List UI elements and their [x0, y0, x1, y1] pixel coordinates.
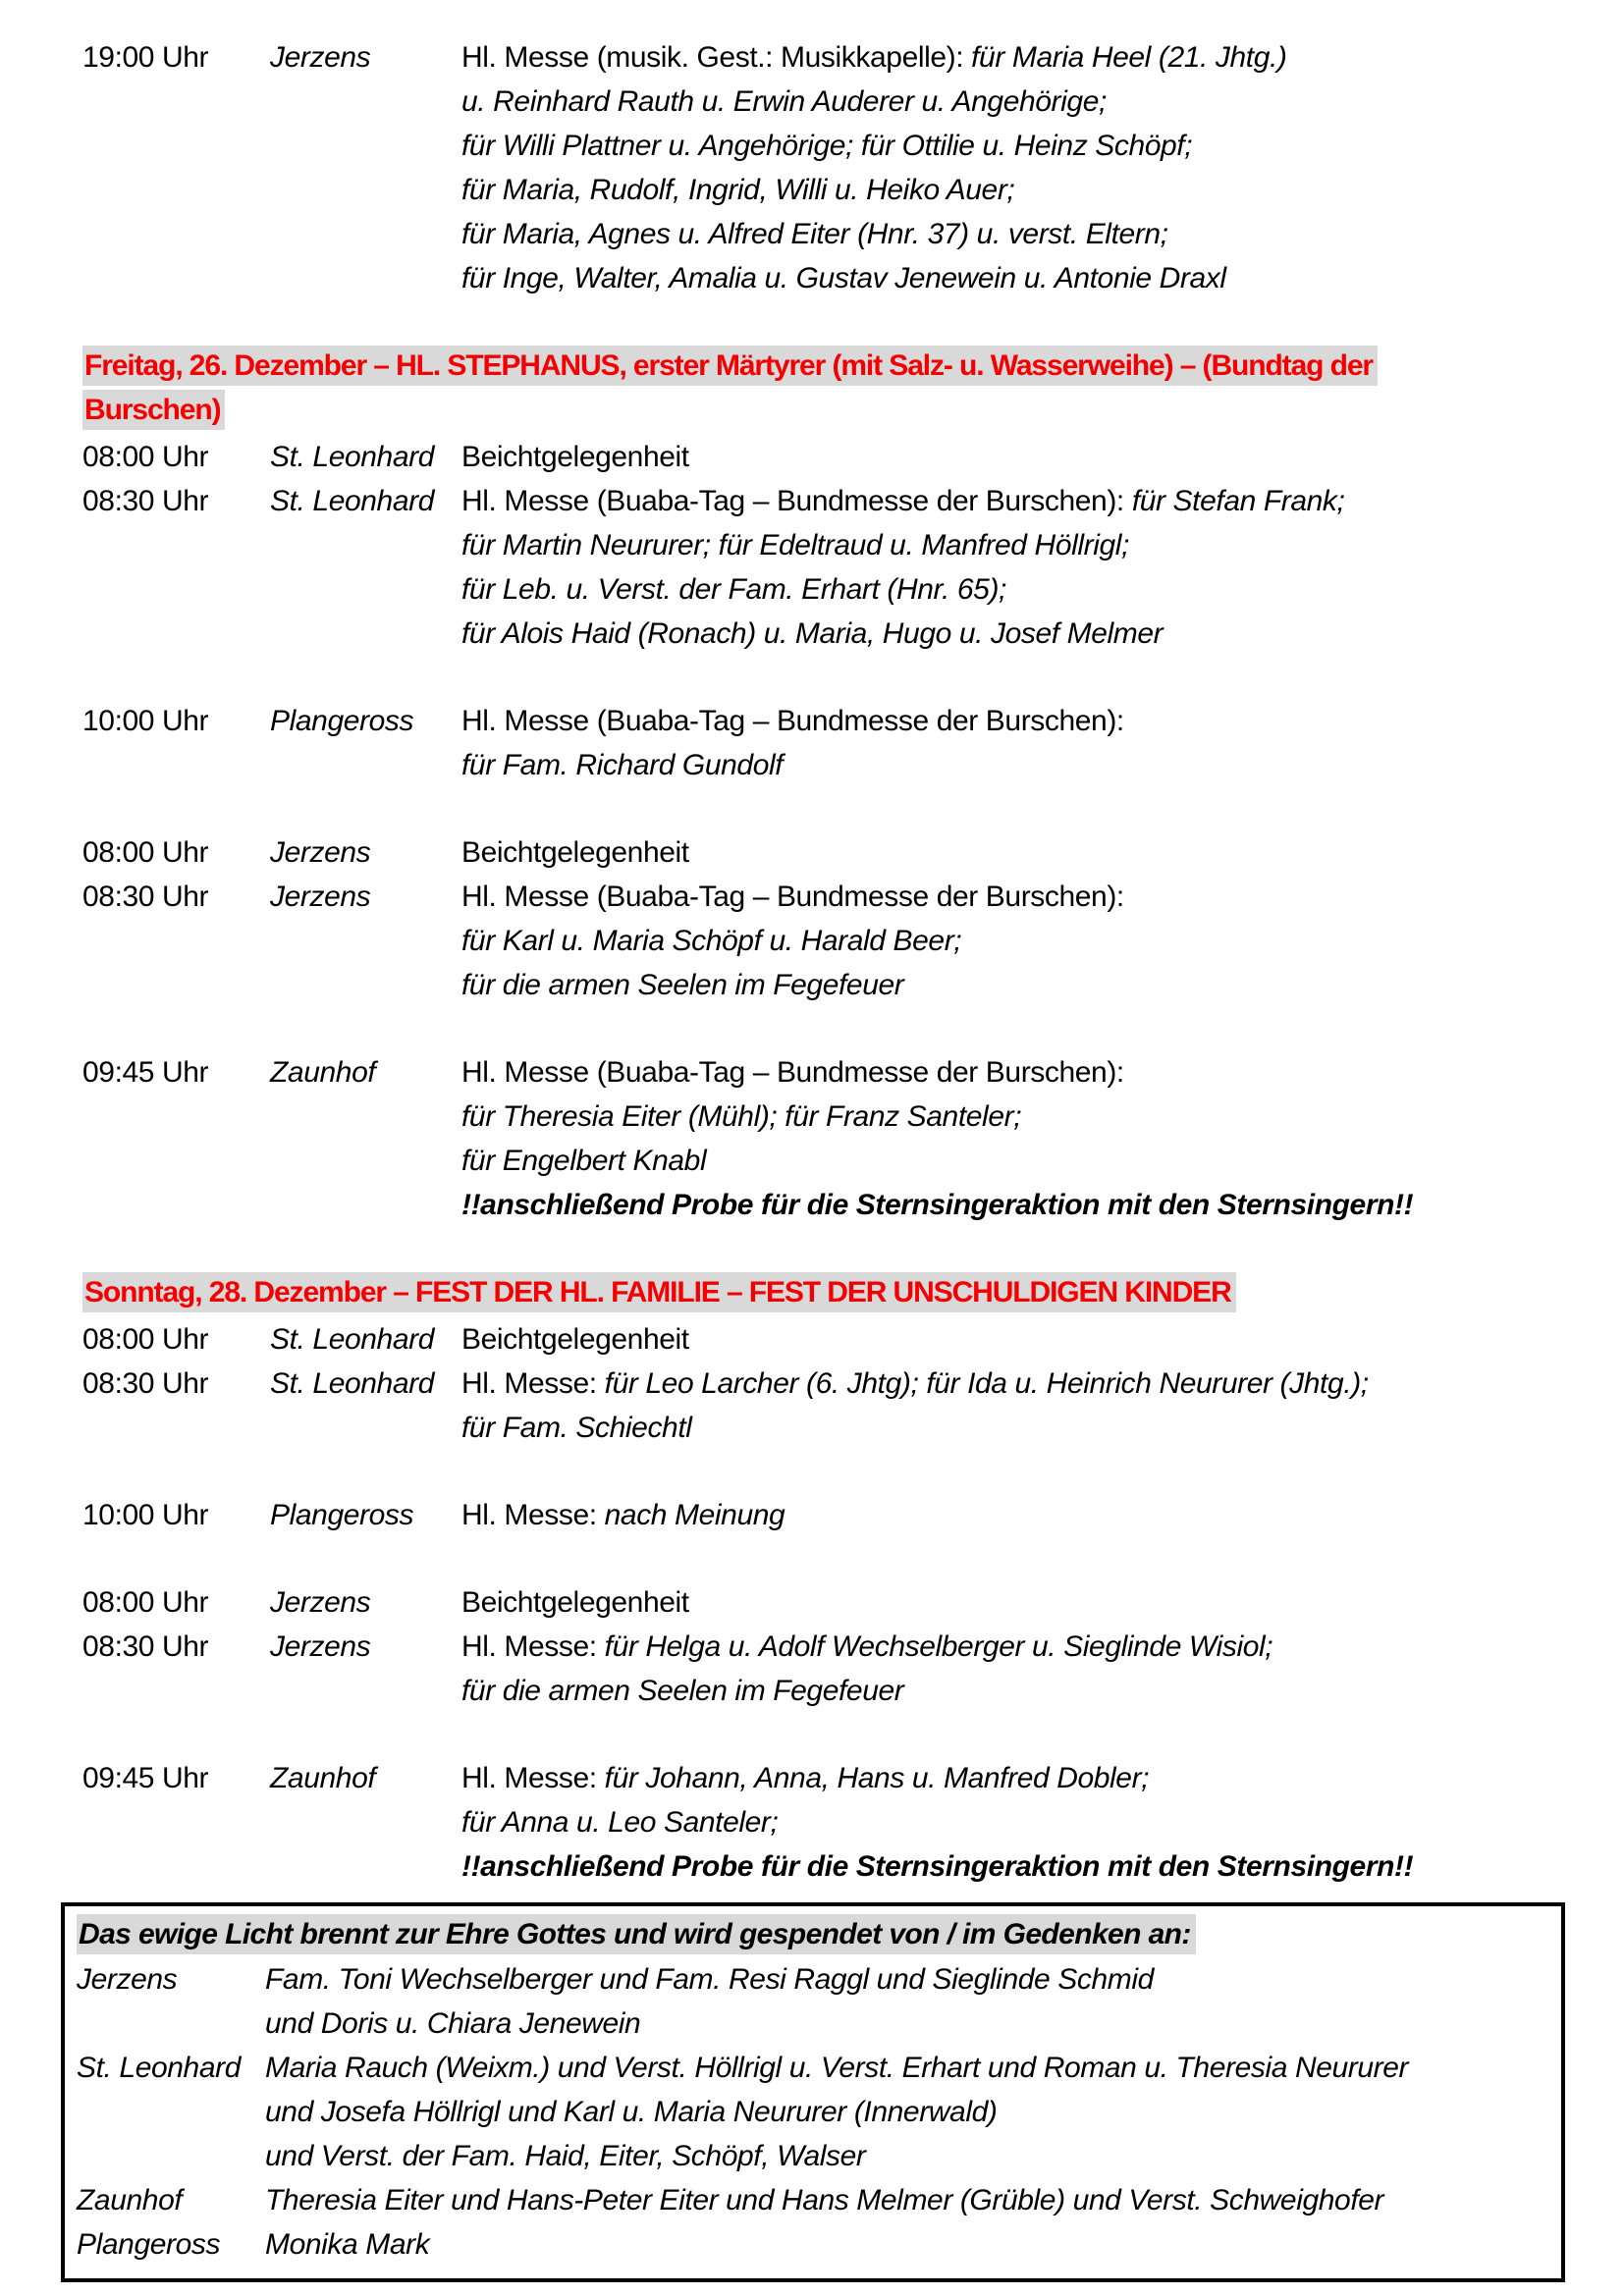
description-line — [461, 1095, 1555, 1139]
schedule-entry — [82, 1362, 1555, 1450]
entry-description — [461, 875, 1555, 1007]
schedule-entry — [82, 479, 1555, 656]
entry-time: 08:30 Uhr — [82, 1367, 209, 1400]
entry-location: St. Leonhard — [270, 441, 434, 473]
entry-location: Plangeross — [270, 1499, 414, 1531]
eternal-light-row — [77, 1957, 1547, 2046]
light-location: Plangeross — [77, 2228, 221, 2261]
text-segment: für Leb. u. Verst. der Fam. Erhart (Hnr. 65); — [461, 573, 1006, 606]
text-segment: für Karl u. Maria Schöpf u. Harald Beer; — [461, 925, 962, 957]
description-line — [461, 919, 1555, 963]
entry-group — [82, 1580, 1555, 1713]
text-segment: Hl. Messe: — [461, 1499, 605, 1531]
text-segment: für Johann, Anna, Hans u. Manfred Dobler; — [604, 1762, 1150, 1794]
day-heading — [82, 1270, 1555, 1314]
day-heading — [82, 344, 1555, 432]
entry-location: Zaunhof — [270, 1762, 376, 1794]
text-segment: Hl. Messe (Buaba-Tag – Bundmesse der Burschen): — [461, 705, 1124, 737]
description-line — [461, 1493, 1555, 1537]
entry-time: 09:45 Uhr — [82, 1056, 209, 1089]
entry-location: Jerzens — [270, 881, 371, 913]
text-segment: für Willi Plattner u. Angehörige; für Ottilie u. Heinz Schöpf; — [461, 130, 1193, 162]
entry-group — [82, 435, 1555, 656]
schedule-entry — [82, 830, 1555, 875]
text-segment: Hl. Messe (Buaba-Tag – Bundmesse der Burschen): — [461, 485, 1132, 517]
light-line: und Doris u. Chiara Jenewein — [265, 2007, 641, 2040]
heading-text: Freitag, 26. Dezember – HL. STEPHANUS, erster Märtyrer (mit Salz- u. Wasserweihe) – (Bundtag der — [82, 346, 1378, 386]
entry-group — [82, 1756, 1555, 1889]
eternal-light-title-text: Das ewige Licht brennt zur Ehre Gottes und wird gespendet von / im Gedenken an: — [77, 1914, 1196, 1954]
entry-time: 10:00 Uhr — [82, 705, 209, 737]
schedule-entry — [82, 1756, 1555, 1889]
light-description — [265, 2178, 1547, 2222]
text-segment: für Fam. Richard Gundolf — [461, 749, 784, 781]
description-line — [461, 875, 1555, 919]
description-line — [461, 1844, 1555, 1889]
light-description — [265, 2222, 1547, 2267]
description-line — [461, 256, 1555, 300]
entry-description — [461, 830, 1555, 875]
entry-group — [82, 1050, 1555, 1227]
entry-description — [461, 1362, 1555, 1450]
entry-location: St. Leonhard — [270, 1323, 434, 1356]
schedule-entry — [82, 1580, 1555, 1625]
entry-time: 19:00 Uhr — [82, 41, 209, 74]
entry-group — [82, 1317, 1555, 1450]
text-segment: !!anschließend Probe für die Sternsingeraktion mit den Sternsingern!! — [461, 1850, 1414, 1883]
light-line: Monika Mark — [265, 2228, 430, 2261]
entry-description — [461, 435, 1555, 479]
text-segment: Hl. Messe: — [461, 1630, 605, 1663]
text-segment: Beichtgelegenheit — [461, 441, 689, 473]
entry-location: St. Leonhard — [270, 1367, 434, 1400]
eternal-light-rows — [77, 1957, 1547, 2267]
text-segment: für Helga u. Adolf Wechselberger u. Sieglinde Wisiol; — [604, 1630, 1273, 1663]
description-line — [461, 124, 1555, 168]
light-description — [265, 2046, 1547, 2178]
schedule-entry — [82, 35, 1555, 300]
description-line — [461, 1362, 1555, 1406]
entry-time: 09:45 Uhr — [82, 1762, 209, 1794]
text-segment: für Leo Larcher (6. Jhtg); für Ida u. Heinrich Neururer (Jhtg.); — [604, 1367, 1369, 1400]
eternal-light-box — [61, 1902, 1565, 2282]
text-segment: für Maria, Agnes u. Alfred Eiter (Hnr. 37) u. verst. Eltern; — [461, 218, 1168, 250]
entry-description — [461, 35, 1555, 300]
entry-location: Jerzens — [270, 836, 371, 869]
description-line — [461, 435, 1555, 479]
schedule-entry — [82, 1050, 1555, 1227]
heading-text: Sonntag, 28. Dezember – FEST DER HL. FAMILIE – FEST DER UNSCHULDIGEN KINDER — [82, 1272, 1236, 1312]
entry-time: 08:00 Uhr — [82, 441, 209, 473]
description-line — [461, 1139, 1555, 1183]
schedule-entry — [82, 875, 1555, 1007]
text-segment: für Engelbert Knabl — [461, 1145, 707, 1177]
text-segment: Hl. Messe: — [461, 1762, 605, 1794]
text-segment: !!anschließend Probe für die Sternsingeraktion mit den Sternsingern!! — [461, 1189, 1414, 1221]
light-description — [265, 1957, 1547, 2046]
schedule-entry — [82, 1493, 1555, 1537]
description-line — [461, 35, 1555, 80]
description-line — [461, 612, 1555, 656]
entry-description — [461, 1317, 1555, 1362]
text-segment: für die armen Seelen im Fegefeuer — [461, 969, 904, 1001]
entry-location: St. Leonhard — [270, 485, 434, 517]
entry-time: 08:30 Uhr — [82, 1630, 209, 1663]
text-segment: Beichtgelegenheit — [461, 1586, 689, 1619]
text-segment: für Anna u. Leo Santeler; — [461, 1806, 779, 1839]
description-line — [461, 830, 1555, 875]
entry-location: Zaunhof — [270, 1056, 376, 1089]
entry-location: Plangeross — [270, 705, 414, 737]
entry-description — [461, 1625, 1555, 1713]
text-segment: Hl. Messe (musik. Gest.: Musikkapelle): — [461, 41, 972, 74]
entry-description — [461, 1050, 1555, 1227]
text-segment: für Alois Haid (Ronach) u. Maria, Hugo u. Josef Melmer — [461, 617, 1164, 650]
mass-schedule — [82, 35, 1555, 1889]
text-segment: Beichtgelegenheit — [461, 836, 689, 869]
text-segment: Hl. Messe (Buaba-Tag – Bundmesse der Burschen): — [461, 1056, 1124, 1089]
heading-line — [82, 388, 1555, 432]
text-segment: Hl. Messe (Buaba-Tag – Bundmesse der Burschen): — [461, 881, 1124, 913]
entry-time: 08:30 Uhr — [82, 485, 209, 517]
description-line — [461, 1406, 1555, 1450]
description-line — [461, 1669, 1555, 1713]
entry-time: 08:00 Uhr — [82, 1323, 209, 1356]
entry-description — [461, 1756, 1555, 1889]
light-line: Maria Rauch (Weixm.) und Verst. Höllrigl u. Verst. Erhart und Roman u. Theresia Neururer — [265, 2052, 1409, 2084]
description-line — [461, 523, 1555, 567]
entry-location: Jerzens — [270, 41, 371, 74]
description-line — [461, 168, 1555, 212]
entry-group — [82, 35, 1555, 300]
description-line — [461, 80, 1555, 124]
schedule-entry — [82, 699, 1555, 787]
light-line: und Josefa Höllrigl und Karl u. Maria Neururer (Innerwald) — [265, 2096, 998, 2128]
schedule-entry — [82, 435, 1555, 479]
description-line — [461, 567, 1555, 612]
light-line: Theresia Eiter und Hans-Peter Eiter und Hans Melmer (Grüble) und Verst. Schweighofer — [265, 2184, 1384, 2216]
description-line — [461, 743, 1555, 787]
light-line: Fam. Toni Wechselberger und Fam. Resi Raggl und Sieglinde Schmid — [265, 1963, 1154, 1996]
heading-line — [82, 1270, 1555, 1314]
light-location: St. Leonhard — [77, 2052, 241, 2084]
text-segment: für Maria Heel (21. Jhtg.) — [971, 41, 1287, 74]
text-segment: für Theresia Eiter (Mühl); für Franz Santeler; — [461, 1100, 1022, 1133]
entry-description — [461, 1493, 1555, 1537]
entry-location: Jerzens — [270, 1630, 371, 1663]
entry-description — [461, 479, 1555, 656]
heading-text: Burschen) — [82, 390, 225, 430]
eternal-light-row — [77, 2046, 1547, 2178]
description-line — [461, 212, 1555, 256]
entry-group — [82, 1493, 1555, 1537]
description-line — [461, 1756, 1555, 1800]
text-segment: nach Meinung — [604, 1499, 785, 1531]
text-segment: Hl. Messe: — [461, 1367, 605, 1400]
text-segment: Beichtgelegenheit — [461, 1323, 689, 1356]
description-line — [461, 1183, 1555, 1227]
light-location: Zaunhof — [77, 2184, 183, 2216]
text-segment: u. Reinhard Rauth u. Erwin Auderer u. Angehörige; — [461, 85, 1107, 118]
eternal-light-title — [77, 1912, 1547, 1956]
light-location: Jerzens — [77, 1963, 178, 1996]
text-segment: für Stefan Frank; — [1131, 485, 1345, 517]
description-line — [461, 1580, 1555, 1625]
text-segment: für die armen Seelen im Fegefeuer — [461, 1675, 904, 1707]
description-line — [461, 1625, 1555, 1669]
entry-group — [82, 699, 1555, 787]
entry-description — [461, 699, 1555, 787]
entry-time: 08:00 Uhr — [82, 1586, 209, 1619]
description-line — [461, 1050, 1555, 1095]
entry-time: 08:00 Uhr — [82, 836, 209, 869]
eternal-light-row — [77, 2222, 1547, 2267]
entry-time: 08:30 Uhr — [82, 881, 209, 913]
entry-description — [461, 1580, 1555, 1625]
eternal-light-row — [77, 2178, 1547, 2222]
entry-time: 10:00 Uhr — [82, 1499, 209, 1531]
description-line — [461, 963, 1555, 1007]
description-line — [461, 479, 1555, 523]
text-segment: für Fam. Schiechtl — [461, 1412, 692, 1444]
entry-group — [82, 830, 1555, 1007]
schedule-entry — [82, 1625, 1555, 1713]
description-line — [461, 1800, 1555, 1844]
description-line — [461, 1317, 1555, 1362]
text-segment: für Martin Neururer; für Edeltraud u. Manfred Höllrigl; — [461, 529, 1129, 561]
light-line: und Verst. der Fam. Haid, Eiter, Schöpf, Walser — [265, 2140, 866, 2172]
text-segment: für Inge, Walter, Amalia u. Gustav Jenewein u. Antonie Draxl — [461, 262, 1226, 294]
text-segment: für Maria, Rudolf, Ingrid, Willi u. Heiko Auer; — [461, 174, 1015, 206]
entry-location: Jerzens — [270, 1586, 371, 1619]
schedule-entry — [82, 1317, 1555, 1362]
heading-line — [82, 344, 1555, 388]
description-line — [461, 699, 1555, 743]
